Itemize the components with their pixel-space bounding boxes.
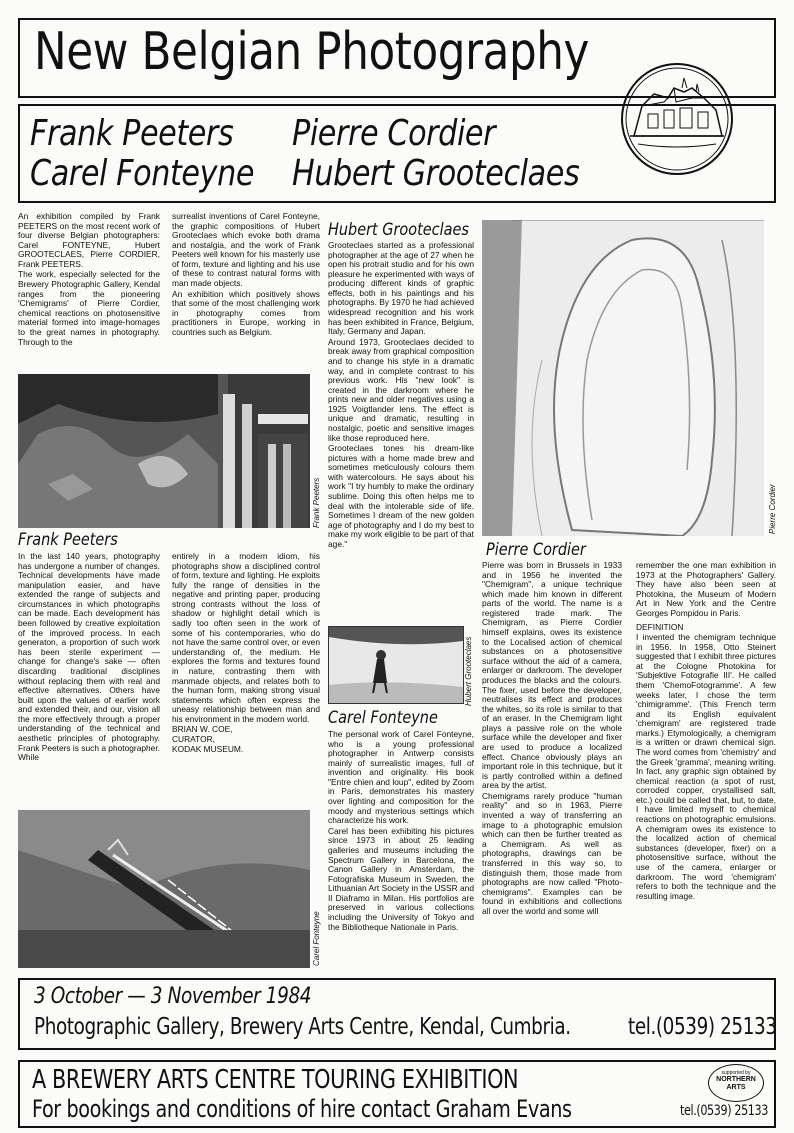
section-heading-peeters: Frank Peeters <box>18 530 118 550</box>
fonteyne-para: The personal work of Carel Fonteyne, who is a young professional photographer in Antwerp consists mainly of surrealistic images, full of invention and originality. His book "Entre chien and loup", edited by Zoom in Paris, demonstrates his mastery over lighting and composition for the moody and mysterious settings which characterize his work. <box>328 730 474 826</box>
cordier-column-2 <box>636 561 776 971</box>
venue-telephone: tel.(0539) 25133 <box>628 1014 777 1040</box>
definition-text: I invented the chemigram technique in 1956. In 1958, Otto Steinert suggested that I exhibit three pictures at the Cologne Photokina for 'Subjektive Fotografie III'. He called them 'ChemoFotogramme'. A few weeks later, I chose the term 'chimigramme'. (This French term and its English equivalent 'chemigram' are registered trade marks.) Etymologically, a chemigram is a written or drawn chemical sign. The word comes from 'chemistry' and the Greek 'gramma', meaning writing. In fact, any graphic sign obtained by chemical reaction (a spot of rust, corroded copper, crystallised salt, etc.) could be called that, but, to date, I have limited myself to chemical reactions on photographic emulsions. A chemigram owes its existence to the localized action of chemical substances (developer, fixer) on a photosensitive surface, without the use of the camera, enlarger or darkroom. The word 'chemigram' refers to both the technique and the resulting image. <box>636 632 776 901</box>
photo-credit-grooteclaes: Hubert Grooteclaes <box>464 636 473 706</box>
grooteclaes-text <box>328 241 474 625</box>
name-frank-peeters: Frank Peeters <box>30 113 234 154</box>
peeters-column-2 <box>172 552 320 844</box>
logo-northern-arts: NORTHERN ARTS <box>716 1076 756 1091</box>
peeters-photograph <box>18 374 310 528</box>
venue-address: Photographic Gallery, Brewery Arts Centre, Kendal, Cumbria. <box>34 1014 571 1040</box>
name-hubert-grooteclaes: Hubert Grooteclaes <box>292 153 580 194</box>
grooteclaes-para: Around 1973, Grooteclaes decided to break away from graphical composition and to change his style in a dramatic way, and in complete contrast to his previous work. His "new look" is created in the darkroom where he prints new and older negatives using a 1925 Voigtlander lens. The effect is unique and dramatic, resulting in nostalgic, poetic and sensitive images like those reproduced here. <box>328 336 474 443</box>
peeters-para: In the last 140 years, photography has undergone a number of changes. Technical developments have made manipulation easier, and have extended the range of subjects and circumstances in which photographs can be made. Each development has been followed by creative exploitation of the improved process. In each generaton, a proportion of such work has been sterile experiment — change for change's sake — often discarding traditional disciplines without replacing them with real and effective alternatives. Others have built upon the values of earlier work and extended their, and our, vision all the more effectively through a proper understanding of the technical and aesthetic principles of photography. Frank Peeters is such a photographer. While <box>18 552 160 763</box>
intro-para: The work, especially selected for the Brewery Photographic Gallery, Kendal ranges from the pioneering 'Chemigrams' of Pierre Cordier, chemical reactions on photosensitive material formed into image-homages to the great names in photography. Through to the <box>18 269 160 347</box>
intro-column-2 <box>172 212 320 368</box>
section-heading-grooteclaes: Hubert Grooteclaes <box>328 220 469 240</box>
page-title: New Belgian Photography <box>34 22 589 82</box>
signature-line: BRIAN W. COE, <box>172 724 233 735</box>
peeters-column-1 <box>18 552 160 844</box>
signature-line: KODAK MUSEUM. <box>172 743 244 754</box>
exhibition-dates: 3 October — 3 November 1984 <box>34 984 312 1009</box>
touring-exhibition-line: A BREWERY ARTS CENTRE TOURING EXHIBITION <box>32 1065 519 1095</box>
fonteyne-photograph <box>18 810 310 968</box>
section-heading-cordier: Pierre Cordier <box>486 540 586 560</box>
cordier-para: Chemigrams rarely produce "human reality" and so in 1963, Pierre invented a way of transferring an image to a photographic emulsion which can then be further treated as a Chemigram. As well as photographs, drawings can be transferred in this way so, to distinguish them, those made from photographs are now called "Photo-chemigrams". Examples can be found in exhibitions and collections all over the world and some will <box>482 790 622 916</box>
name-pierre-cordier: Pierre Cordier <box>292 113 496 154</box>
photo-credit-peeters: Frank Peeters <box>312 477 321 528</box>
northern-arts-logo <box>708 1064 764 1102</box>
definition-title: DEFINITION <box>636 622 684 633</box>
intro-para: An exhibition which positively shows that some of the most challenging work in photography comes from practitioners in Europe, working in countries such as Belgium. <box>172 288 320 337</box>
cordier-column-1 <box>482 561 622 971</box>
section-heading-fonteyne: Carel Fonteyne <box>328 708 438 728</box>
grooteclaes-photograph <box>328 626 464 704</box>
intro-para: An exhibition compiled by Frank PEETERS on the most recent work of four diverse Belgian photographers: Carel FONTEYNE, Hubert GROOTECLAES, Pierre CORDIER, Frank PEETERS. <box>18 212 160 269</box>
footer-telephone: tel.(0539) 25133 <box>680 1103 768 1119</box>
peeters-para: entirely in a modern idiom, his photographs show a disciplined control of form, texture and lighting. He exploits fully the range of densities in the negative and printing paper, producing strong contrasts without the loss of shadow or highlight detail which is sadly too often seen in the work of some of his contemporaries, who do not have the same control over, or even understanding of, the medium. He explores the forms and textures found in nature, contrasting them with manmade objects, and relates both to the human form, making strong visual statements which often express the uneasy relationship between man and his environment in the modern world. <box>172 552 320 724</box>
grooteclaes-para: Grooteclaes tones his dream-like pictures with a home made brew and sometimes meticulously colours them with watercolours. He says about his work "I try humbly to make the ordinary sublime. Doing this often helps me to deal with the intolerable side of life. Sometimes I dream of the new golden age of photography and I do my best to make my work eligible to be part of that age." <box>328 443 474 549</box>
cordier-para: remember the one man exhibition in 1973 at the Photographers' Gallery. They have also been seen at Photokina, the Museum of Modern Art in New York and the Centre Georges Pompidou in Paris. <box>636 561 776 618</box>
cordier-para: Pierre was born in Brussels in 1933 and in 1956 he invented the "Chemigram", a unique technique which made him known in different parts of the world. The name is a registered trade mark. The Chemigram, as Pierre Cordier himself explains, owes its existence to the Localised action of chemical substances on a photosensitive surface without the aid of a camera, enlarger or darkroom. The developer produces the blacks and the colours. The fixer, used before the developer, neutralises its effect and produces the whites, so its role is similar to that of an eraser. In the Chemigram light plays a passive role on the whole surface while the developer and fixer are used to produce a localized effect. Chance obviously plays an important role in this technique, but it is partly controlled within a defined area by the artist. <box>482 561 622 791</box>
intro-column-1 <box>18 212 160 368</box>
grooteclaes-para: Grooteclaes started as a professional photographer at the age of 27 when he open his protrait studio and for his own pleasure he experimented with ways of producing different kinds of graphic effects, both in his paintings and his photographs. By 1970 he had achieved widespread recognition and his work has been exhibited in France, Belgium, Italy, Germany and Japan. <box>328 241 474 337</box>
intro-para: surrealist inventions of Carel Fonteyne, the graphic compositions of Hubert Grooteclaes which evoke both drama and nostalgia, and the work of Frank Peeters well known for his masterly use of form, texture and lighting and his use of these to contrast natural forms with man made objects. <box>172 212 320 289</box>
photo-credit-cordier: Pierre Cordier <box>768 484 777 534</box>
cordier-photograph <box>482 220 764 536</box>
fonteyne-para: Carel has been exhibiting his pictures since 1973 in about 25 leading galleries and museums including the Spectrum Gallery in Barcelona, the Canon Gallery in Amsterdam, the Fotografiska Museum in Sweden, the Lithuanian Art Society in the USSR and Il Diaframo in Milan. His portfolios are preserved in various collections including the University of Tokyo and the Bibliotheque Nationale in Paris. <box>328 825 474 932</box>
name-carel-fonteyne: Carel Fonteyne <box>30 153 255 194</box>
photo-credit-fonteyne: Carel Fonteyne <box>312 911 321 966</box>
fonteyne-text <box>328 730 474 970</box>
signature-line: CURATOR, <box>172 733 215 744</box>
bookings-line: For bookings and conditions of hire contact Graham Evans <box>32 1095 572 1123</box>
logo-supported-by: supported by <box>721 1070 751 1076</box>
